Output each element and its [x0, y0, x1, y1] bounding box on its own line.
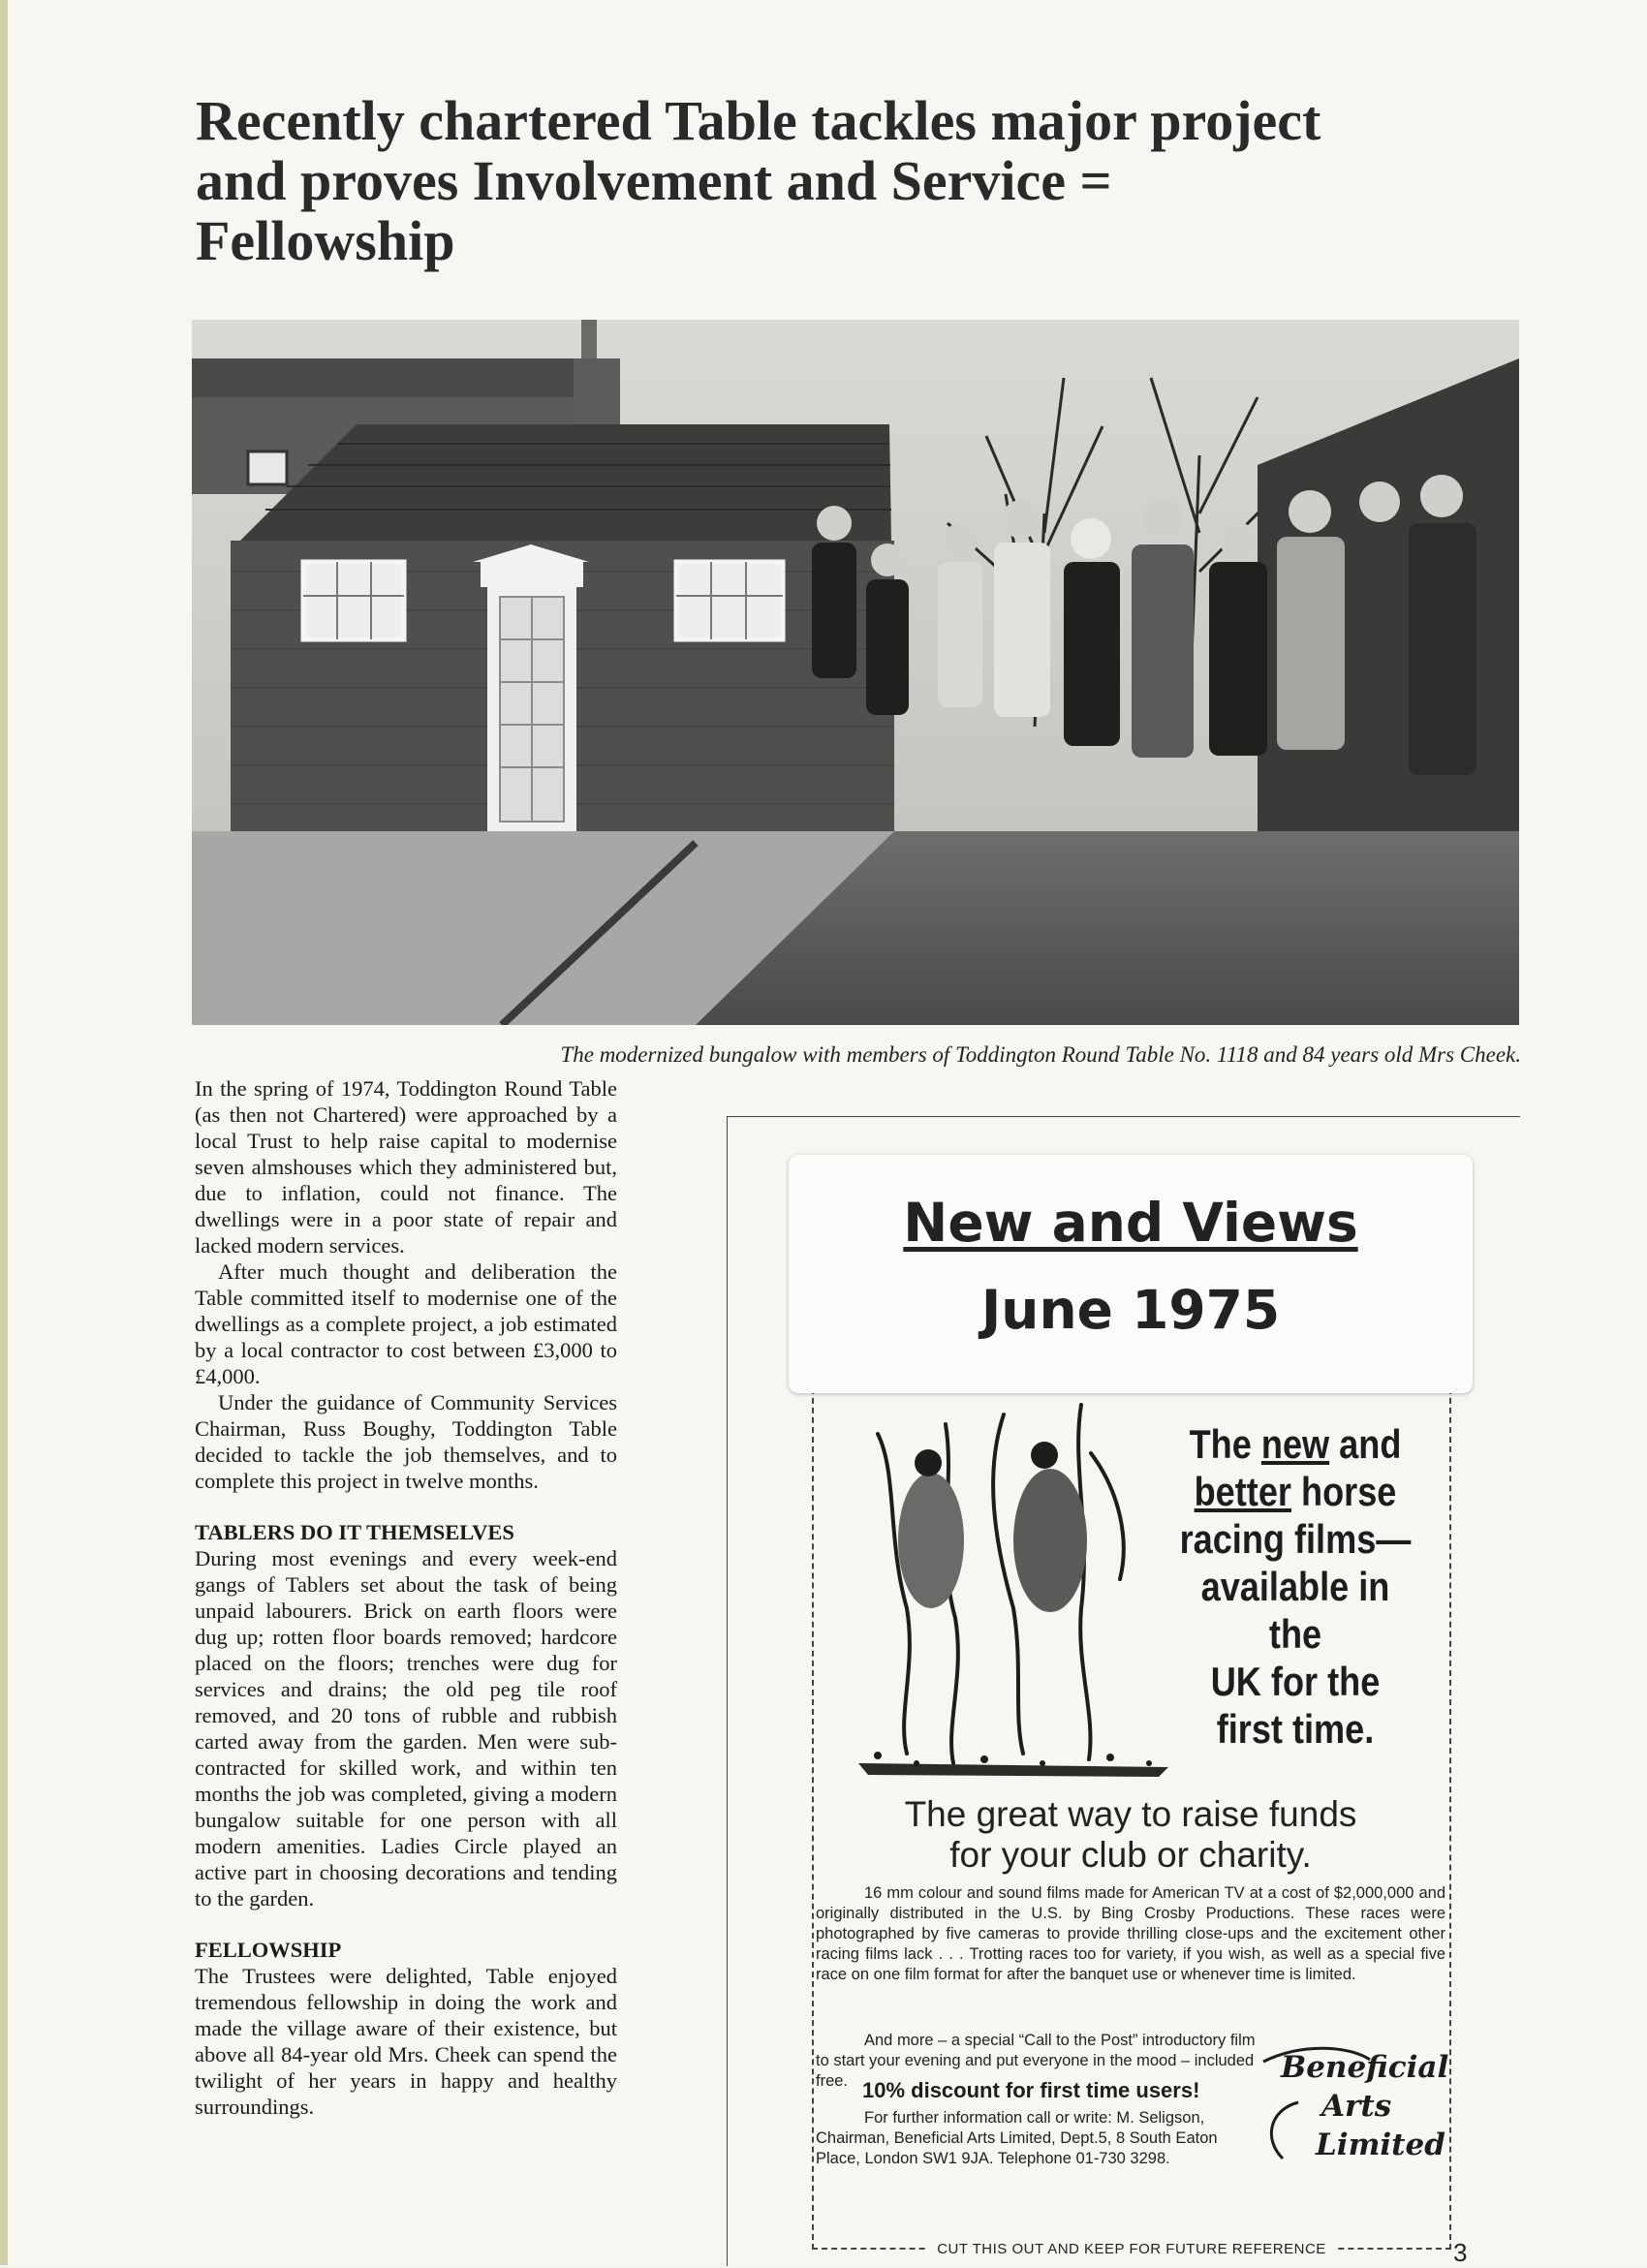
bungalow-group-photo: [192, 320, 1519, 1025]
advert-discount: 10% discount for first time users!: [862, 2078, 1200, 2102]
coupon-footer: [814, 2241, 1449, 2258]
advert-headline-line: The new and: [1189, 1421, 1402, 1467]
article-headline: [196, 91, 1513, 271]
logo-word: Limited: [1316, 2128, 1445, 2162]
logo-word: Arts: [1321, 2089, 1392, 2124]
advert-contact: For further information call or write: M. Seligson, Chairman, Beneficial Arts Limited, Dept.5, 8 South Eaton Place, London SW1 9JA. Telephone 01-730 3298.: [816, 2109, 1218, 2167]
article-paragraph: The Trustees were delighted, Table enjoyed tremendous fellowship in doing the work and made the village aware of their existence, but above all 84-year old Mrs. Cheek can spend the twilight of her years in happy and healthy surroundings.: [195, 1964, 617, 2119]
advert-headline-line: available in the: [1200, 1564, 1390, 1657]
racehorse-illustration: [839, 1395, 1186, 1779]
advert-headline-line: racing films—: [1179, 1516, 1412, 1562]
news-and-views-overlay: [789, 1155, 1473, 1393]
article-paragraph: Under the guidance of Community Services Chairman, Russ Boughy, Toddington Table decided to tackle the job themselves, and to complete this project in twelve months.: [195, 1390, 617, 1493]
advert-headline-line: better horse: [1194, 1469, 1397, 1514]
overlay-title: New and Views: [903, 1192, 1358, 1254]
advert-headline: [1179, 1420, 1411, 1753]
advert-headline-line: first time.: [1216, 1706, 1375, 1752]
advert-headline-line: UK for the: [1210, 1659, 1381, 1704]
coupon-footer-text: CUT THIS OUT AND KEEP FOR FUTURE REFERENCE: [927, 2241, 1336, 2257]
advert-subheading-line: The great way to raise funds: [904, 1794, 1357, 1834]
article-paragraph: In the spring of 1974, Toddington Round Table (as then not Chartered) were approached by a local Trust to help raise capital to modernise seven almshouses which they administered but, due to inflation, could not finance. The dwellings were in a poor state of repair and lacked modern services.: [195, 1076, 617, 1258]
binding-edge: [0, 0, 8, 2265]
article-paragraph: After much thought and deliberation the Table committed itself to modernise one of the dwellings as a complete project, a job estimated by a local contractor to cost between £3,000 to £4,000.: [195, 1259, 617, 1388]
advert-body: 16 mm colour and sound films made for American TV at a cost of $2,000,000 and originally distributed in the U.S. by Bing Crosby Productions. These races were photographed by five cameras to provide thrilling close-ups and the excitement other racing films lack . . . Trotting races too for variety, if you wish, as well as a special five race on one film format for after the banquet use or whenever time is limited.: [816, 1884, 1445, 1983]
advert-extra-offer: And more – a special “Call to the Post” introductory film to start your evening and put everyone in the mood – included free.: [816, 2032, 1256, 2090]
photo-caption: The modernized bungalow with members of Toddington Round Table No. 1118 and 84 years old Mrs Cheek.: [560, 1042, 1521, 1067]
photo-illustration: [192, 320, 1519, 1025]
headline-line: and proves Involvement and Service =: [196, 149, 1112, 212]
headline-line: Fellowship: [196, 209, 455, 272]
article-body: [195, 1075, 617, 2120]
section-heading: FELLOWSHIP: [195, 1938, 342, 1962]
section-heading: TABLERS DO IT THEMSELVES: [195, 1520, 514, 1544]
advert-subheading: [816, 1794, 1445, 1876]
page-number: 3: [1453, 2238, 1468, 2267]
advert-subheading-line: for your club or charity.: [949, 1835, 1312, 1875]
beneficial-arts-logo: [1244, 2033, 1451, 2180]
article-paragraph: During most evenings and every week-end gangs of Tablers set about the task of being unpaid labourers. Brick on earth floors were dug up; rotten floor boards removed; hardcore placed on the floors; trenches were dug for services and drains; the old peg tile roof removed, and 20 tons of rubble and rubbish carted away from the garden. Men were sub-contracted for skilled work, and within ten months the job was completed, giving a modern bungalow suitable for one person with all modern amenities. Ladies Circle played an active part in choosing decorations and tending to the garden.: [195, 1546, 617, 1911]
headline-line: Recently chartered Table tackles major project: [196, 89, 1321, 152]
overlay-date: June 1975: [980, 1279, 1281, 1341]
logo-word: Beneficial: [1281, 2050, 1449, 2085]
